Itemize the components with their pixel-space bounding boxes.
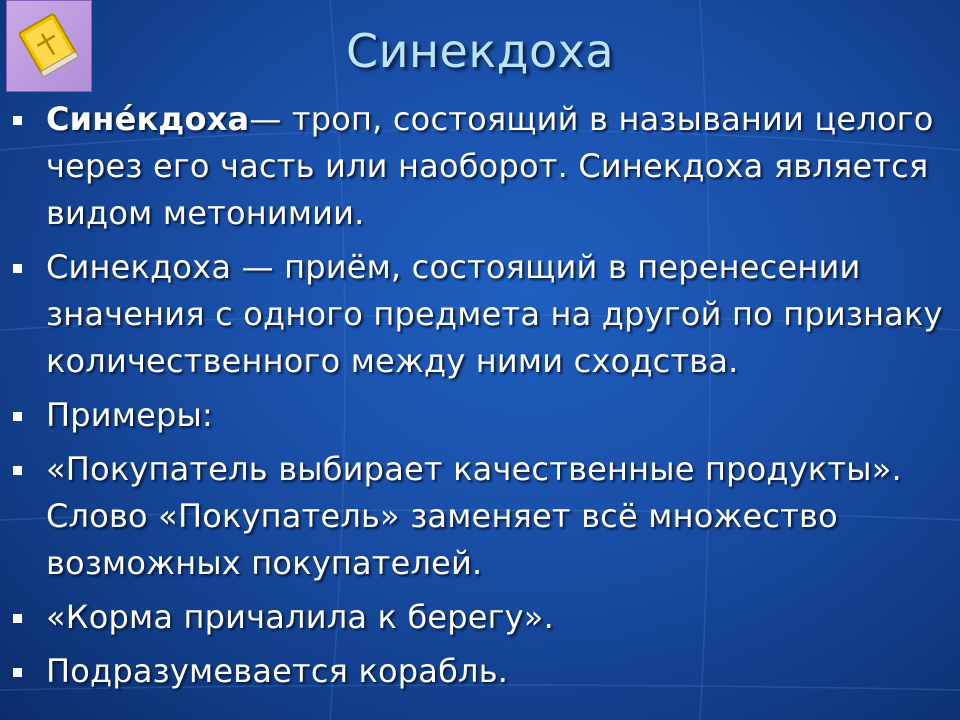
bullet-text: Подразумевается корабль. — [46, 652, 509, 690]
bullet-item — [10, 446, 950, 587]
slide-title: Синекдоха — [345, 24, 615, 78]
bullet-item — [10, 96, 950, 237]
bullet-text: «Корма причалила к берегу». — [46, 598, 554, 636]
bullet-item — [10, 244, 950, 385]
square-bullet-icon — [13, 614, 22, 623]
bullet-text: Синекдоха — приём, состоящий в перенесении значения с одного предмета на другой по признаку количественного между ними сходства. — [46, 248, 943, 380]
square-bullet-icon — [13, 412, 22, 421]
bullet-term: Сине́кдоха — [46, 100, 250, 138]
bullet-list — [10, 96, 950, 702]
bullet-item — [10, 392, 950, 439]
square-bullet-icon — [13, 466, 22, 475]
square-bullet-icon — [13, 668, 22, 677]
square-bullet-icon — [13, 264, 22, 273]
bullet-text: Примеры: — [46, 396, 213, 434]
bullet-item — [10, 648, 950, 695]
bullet-item — [10, 594, 950, 641]
square-bullet-icon — [13, 116, 22, 125]
bullet-text: «Покупатель выбирает качественные продукты». Слово «Покупатель» заменяет всё множество возможных покупателей. — [46, 450, 902, 582]
bullet-text: — троп, состоящий в назывании целого через его часть или наоборот. Синекдоха является видом метонимии. — [46, 100, 934, 232]
